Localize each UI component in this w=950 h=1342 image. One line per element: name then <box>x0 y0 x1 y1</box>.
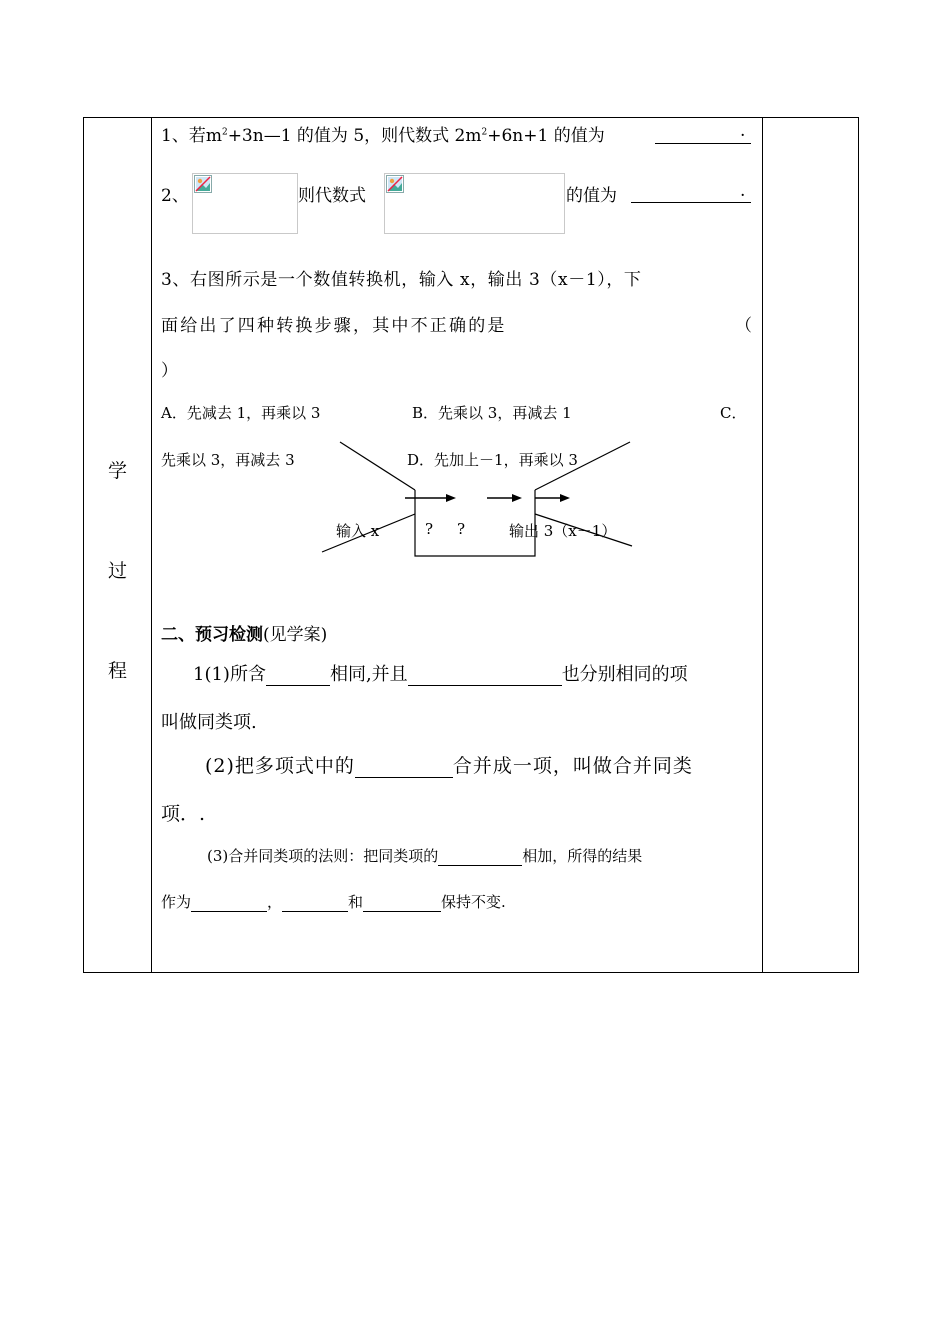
arrow-1-head <box>446 494 456 502</box>
option-c-text: 先乘以 3，再减去 3 <box>161 451 295 469</box>
q3-paren-open: （ <box>735 316 752 336</box>
broken-image-icon <box>386 175 404 193</box>
section-2-title: 二、预习检测 <box>161 625 263 645</box>
section-2-note: (见学案) <box>263 625 328 645</box>
column-divider-right <box>762 118 763 972</box>
blank-3b[interactable] <box>191 895 267 912</box>
option-d: D．先加上－1，再乘以 3 <box>407 451 578 469</box>
blank-3d[interactable] <box>363 895 441 912</box>
machine-top-right-line <box>535 442 630 490</box>
item-2-line1: (2)把多项式中的 合并成一项，叫做合并同类 <box>205 755 693 777</box>
side-label-3: 程 <box>107 660 127 682</box>
formula-image-2 <box>384 173 565 234</box>
arrow-3-head <box>560 494 570 502</box>
column-divider-left <box>151 118 152 972</box>
machine-top-left-line <box>340 442 415 490</box>
q3-line1: 3、右图所示是一个数值转换机，输入 x，输出 3（x－1），下 <box>161 270 642 290</box>
q2-period: . <box>740 181 746 201</box>
option-c-label: C． <box>720 404 747 422</box>
item-2-line2: 项．. <box>161 803 206 825</box>
blank-1a[interactable] <box>266 669 330 686</box>
item-1-line1: 1(1)所含 相同,并且 也分别相同的项 <box>193 664 688 685</box>
arrow-2-head <box>512 494 522 502</box>
machine-output-label: 输出 3（x－1） <box>509 522 617 540</box>
machine-input-label: 输入 x <box>336 522 380 540</box>
blank-2[interactable] <box>355 759 453 778</box>
q2-prefix: 2、 <box>161 186 189 206</box>
item-3-line2: 作为 ， 和 保持不变. <box>161 893 506 911</box>
q2-suffix: 的值为 <box>566 186 617 206</box>
blank-3c[interactable] <box>282 895 348 912</box>
option-b: B．先乘以 3，再减去 1 <box>412 404 572 422</box>
q1-period: . <box>740 121 746 141</box>
answer-blank-2[interactable] <box>631 185 751 203</box>
broken-image-icon <box>194 175 212 193</box>
blank-3a[interactable] <box>438 849 522 866</box>
answer-blank-1[interactable] <box>655 126 751 144</box>
machine-step-2: ? <box>457 520 466 538</box>
item-1-line2: 叫做同类项. <box>161 712 257 733</box>
side-label-1: 学 <box>107 460 127 482</box>
formula-image-1 <box>192 173 298 234</box>
machine-step-1: ? <box>425 520 434 538</box>
blank-1b[interactable] <box>408 669 562 686</box>
question-1: 1、若$m^2+3n—1$ 的值为 5，则代数式 $2m^2+6n+1$ 的值为 <box>161 126 605 146</box>
option-a: A．先减去 1，再乘以 3 <box>161 404 321 422</box>
q3-line2: 面给出了四种转换步骤，其中不正确的是 <box>161 316 507 336</box>
item-3-line1: (3)合并同类项的法则：把同类项的 相加，所得的结果 <box>207 847 643 865</box>
q3-paren-close: ） <box>161 361 178 381</box>
section-2-heading <box>161 620 327 645</box>
side-label-2: 过 <box>107 560 127 582</box>
q2-mid: 则代数式 <box>298 186 366 206</box>
